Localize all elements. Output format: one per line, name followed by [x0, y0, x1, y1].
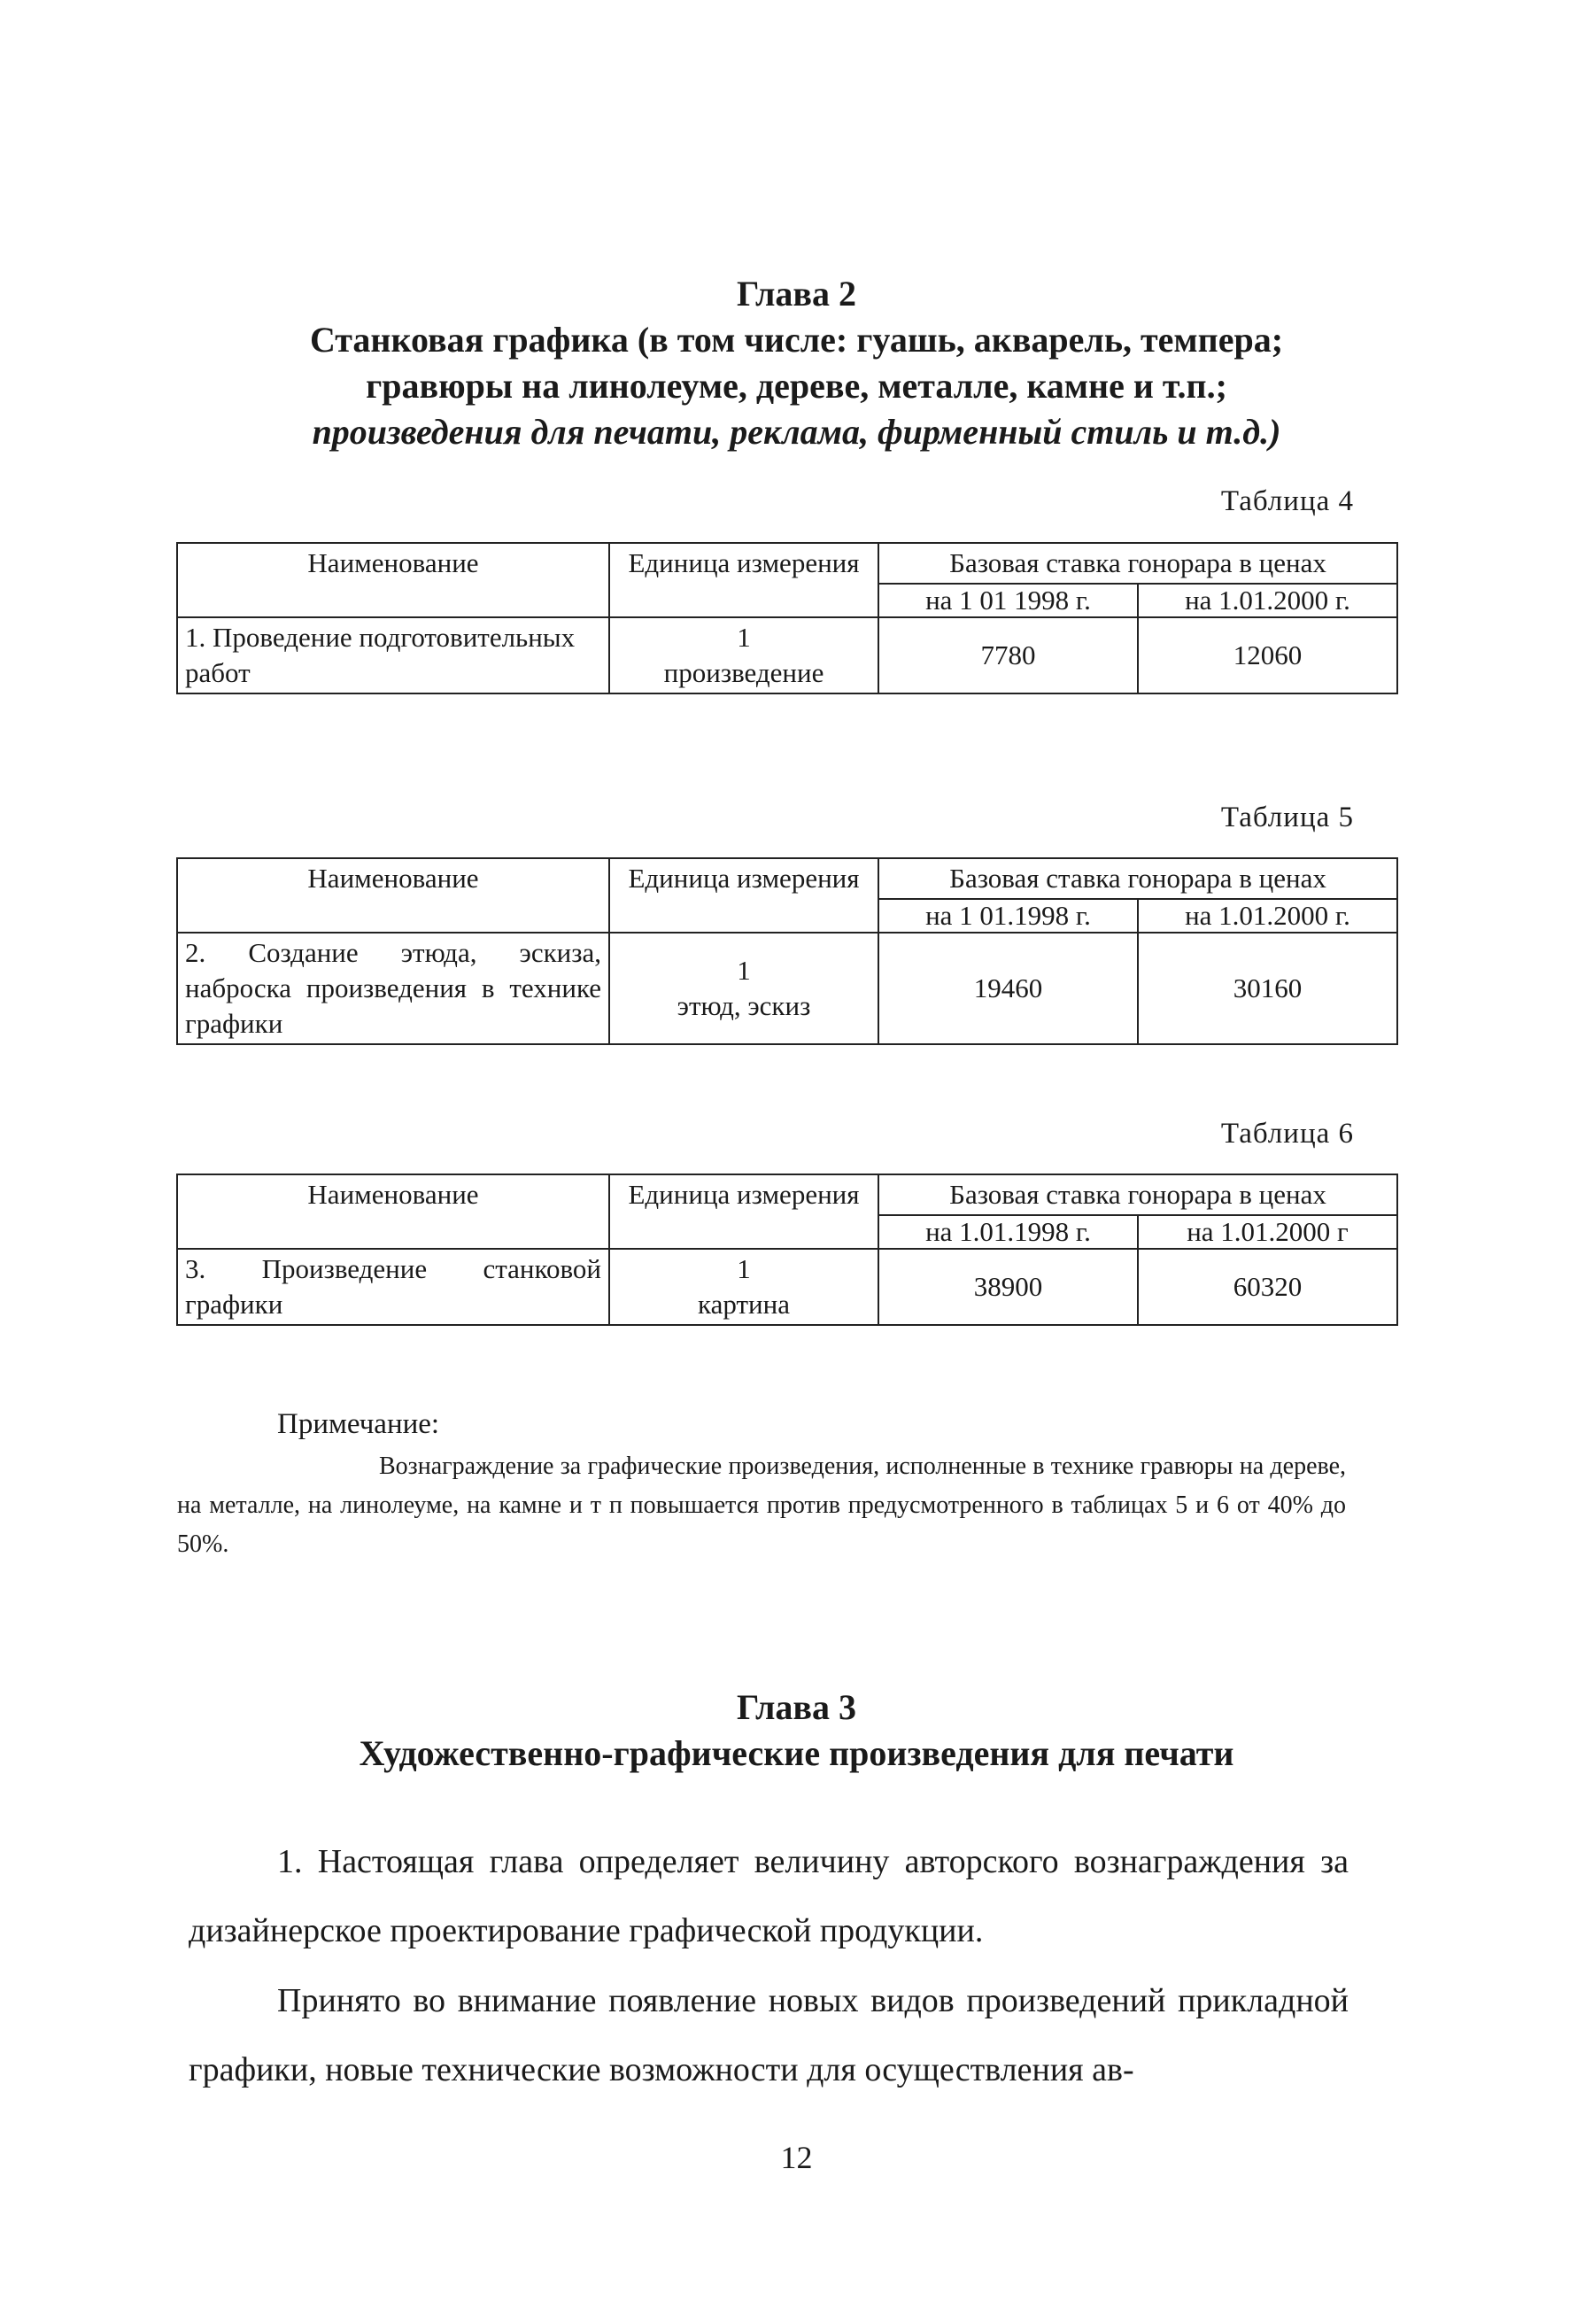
table4-row-name: 1. Проведение подготовительных работ	[177, 617, 609, 693]
chapter2-title: Глава 2	[737, 274, 856, 314]
table6-row-unit-qty: 1	[737, 1253, 751, 1284]
table5-header-unit: Единица измерения	[609, 858, 878, 933]
chapter3-title: Глава 3	[737, 1687, 856, 1727]
table4-row-value1: 7780	[878, 617, 1138, 693]
table5-caption: Таблица 5	[1220, 802, 1354, 833]
table6-header-name: Наименование	[177, 1174, 609, 1249]
table5-header-date1: на 1 01.1998 г.	[878, 899, 1138, 933]
table6-row-name: 3. Произведение станковой графики	[177, 1249, 609, 1325]
chapter2-subtitle-line1: Станковая графика (в том числе: гуашь, акварель, темпера;	[309, 320, 1284, 360]
table4-row-unit-qty: 1	[737, 622, 751, 653]
chapter3-paragraph-2: Принято во внимание появление новых видов произведений прикладной графики, новые технические возможности для осуществления ав-	[189, 1982, 1349, 2088]
table-row	[177, 1249, 1397, 1325]
table4-header-date1: на 1 01 1998 г.	[878, 584, 1138, 617]
table6-header-date1: на 1.01.1998 г.	[878, 1215, 1138, 1249]
table5-row-unit-name: этюд, эскиз	[677, 990, 811, 1021]
table4-header-date2: на 1.01.2000 г.	[1138, 584, 1397, 617]
chapter2-subtitle-line2: гравюры на линолеуме, дереве, металле, камне и т.п.;	[366, 366, 1227, 406]
chapter2-heading	[177, 271, 1416, 455]
table-row	[177, 617, 1397, 693]
table4-header-name: Наименование	[177, 543, 609, 617]
table5-header-rate: Базовая ставка гонорара в ценах	[878, 858, 1397, 899]
table4-row-value2: 12060	[1138, 617, 1397, 693]
table6-row-value1: 38900	[878, 1249, 1138, 1325]
table-row	[177, 933, 1397, 1044]
table4-row-unit	[609, 617, 878, 693]
table6-header-unit: Единица измерения	[609, 1174, 878, 1249]
note-text: Вознаграждение за графические произведения, исполненные в технике гравюры на дереве, на металле, на линолеуме, на камне и т п повышается против предусмотренного в таблицах 5 и 6 от 40% до 50%.	[177, 1452, 1346, 1558]
table5-row-name: 2. Создание этюда, эскиза, наброска произведения в технике графики	[177, 933, 609, 1044]
table6-row-unit	[609, 1249, 878, 1325]
table6-header-date2: на 1.01.2000 г	[1138, 1215, 1397, 1249]
table6-header-rate: Базовая ставка гонорара в ценах	[878, 1174, 1397, 1215]
table5	[176, 857, 1398, 1045]
note-label: Примечание:	[277, 1408, 440, 1440]
table6-row-value2: 60320	[1138, 1249, 1397, 1325]
table5-row-value1: 19460	[878, 933, 1138, 1044]
chapter2-subtitle-line3: произведения для печати, реклама, фирменный стиль и т.д.)	[312, 412, 1281, 452]
table5-row-unit	[609, 933, 878, 1044]
table6-caption: Таблица 6	[1220, 1118, 1354, 1150]
table4-header-rate: Базовая ставка гонорара в ценах	[878, 543, 1397, 584]
table5-header-name: Наименование	[177, 858, 609, 933]
chapter3-subtitle: Художественно-графические произведения для печати	[359, 1733, 1234, 1773]
table5-row-unit-qty: 1	[737, 955, 751, 986]
chapter3-paragraph-1: 1. Настоящая глава определяет величину авторского вознаграждения за дизайнерское проектирование графической продукции.	[189, 1843, 1349, 1949]
table6	[176, 1174, 1398, 1326]
table5-row-value2: 30160	[1138, 933, 1397, 1044]
table4-row-unit-name: произведение	[663, 657, 824, 688]
table5-header-date2: на 1.01.2000 г.	[1138, 899, 1397, 933]
page-number: 12	[780, 2140, 813, 2175]
table6-row-unit-name: картина	[698, 1289, 790, 1320]
chapter3-heading	[177, 1685, 1416, 1777]
table4-header-unit: Единица измерения	[609, 543, 878, 617]
table4-caption: Таблица 4	[1220, 485, 1354, 517]
table4	[176, 542, 1398, 694]
